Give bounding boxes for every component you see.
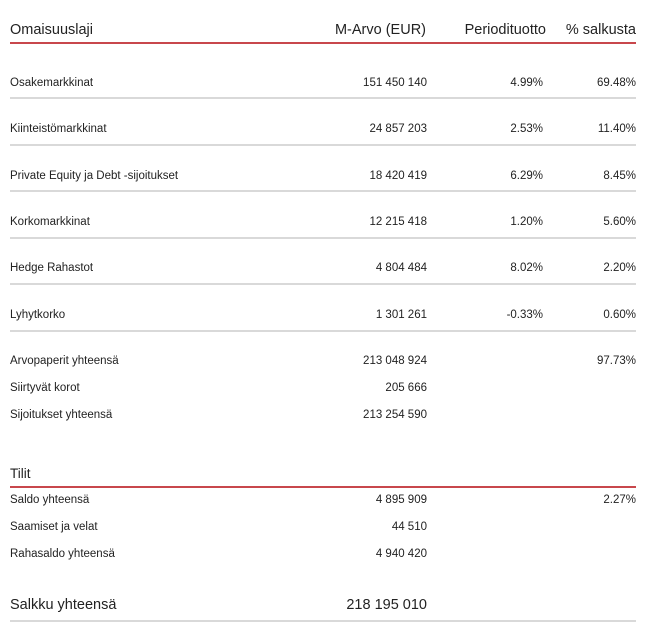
accounts-title: Tilit	[10, 466, 31, 481]
asset-share: 8.45%	[603, 170, 636, 182]
accounts-section-header	[10, 464, 636, 484]
table-row	[10, 305, 636, 325]
row-divider	[10, 144, 636, 146]
header-asset-class: Omaisuuslaji	[10, 22, 93, 38]
asset-share: 2.20%	[603, 262, 636, 274]
asset-return: 1.20%	[510, 216, 543, 228]
table-row	[10, 119, 636, 139]
asset-name: Lyhytkorko	[10, 309, 66, 321]
securities-total-label: Arvopaperit yhteensä	[10, 355, 119, 367]
header-portfolio-share: % salkusta	[565, 22, 636, 38]
asset-value: 24 857 203	[369, 123, 427, 135]
accrued-interest-label: Siirtyvät korot	[10, 382, 80, 394]
asset-value: 12 215 418	[369, 216, 427, 228]
row-divider	[10, 330, 636, 332]
asset-value: 4 804 484	[375, 262, 427, 274]
asset-return: 6.29%	[510, 170, 543, 182]
asset-value: 151 450 140	[363, 77, 427, 89]
asset-name: Osakemarkkinat	[10, 77, 94, 89]
asset-name: Kiinteistömarkkinat	[10, 123, 107, 135]
asset-value: 1 301 261	[375, 309, 427, 321]
table-header	[10, 20, 636, 40]
row-divider	[10, 283, 636, 285]
portfolio-total-label: Salkku yhteensä	[10, 597, 117, 613]
table-row	[10, 212, 636, 232]
asset-return: -0.33%	[506, 309, 543, 321]
balance-total-row	[10, 490, 636, 510]
portfolio-total-value: 218 195 010	[346, 597, 427, 613]
balance-total-label: Saldo yhteensä	[10, 494, 90, 506]
table-row	[10, 166, 636, 186]
asset-name: Private Equity ja Debt -sijoitukset	[10, 170, 179, 182]
cash-total-label: Rahasaldo yhteensä	[10, 548, 115, 560]
accrued-interest-value: 205 666	[385, 382, 427, 394]
receivables-label: Saamiset ja velat	[10, 521, 98, 533]
asset-share: 11.40%	[597, 123, 636, 135]
cash-total-value: 4 940 420	[375, 548, 427, 560]
asset-return: 8.02%	[510, 262, 543, 274]
asset-value: 18 420 419	[369, 170, 427, 182]
asset-return: 4.99%	[510, 77, 543, 89]
asset-share: 69.48%	[596, 77, 636, 89]
balance-total-value: 4 895 909	[375, 494, 427, 506]
asset-name: Hedge Rahastot	[10, 262, 94, 274]
securities-total-row	[10, 351, 636, 371]
asset-return: 2.53%	[510, 123, 543, 135]
investments-total-label: Sijoitukset yhteensä	[10, 409, 113, 421]
accrued-interest-row	[10, 378, 636, 398]
receivables-value: 44 510	[391, 521, 427, 533]
balance-total-share: 2.27%	[603, 494, 636, 506]
receivables-row	[10, 517, 636, 537]
row-divider	[10, 97, 636, 99]
securities-total-share: 97.73%	[596, 355, 636, 367]
table-row	[10, 73, 636, 93]
accounts-divider	[10, 486, 636, 488]
asset-share: 5.60%	[603, 216, 636, 228]
asset-name: Korkomarkkinat	[10, 216, 90, 228]
securities-total-value: 213 048 924	[363, 355, 427, 367]
table-row	[10, 258, 636, 278]
row-divider	[10, 190, 636, 192]
header-market-value: M-Arvo (EUR)	[334, 22, 426, 38]
investments-total-value: 213 254 590	[363, 409, 427, 421]
header-period-return: Periodituotto	[464, 22, 546, 38]
header-divider	[10, 42, 636, 44]
total-divider	[10, 620, 636, 622]
asset-share: 0.60%	[603, 309, 636, 321]
row-divider	[10, 237, 636, 239]
portfolio-total-row	[10, 595, 636, 615]
investments-total-row	[10, 405, 636, 425]
cash-total-row	[10, 544, 636, 564]
